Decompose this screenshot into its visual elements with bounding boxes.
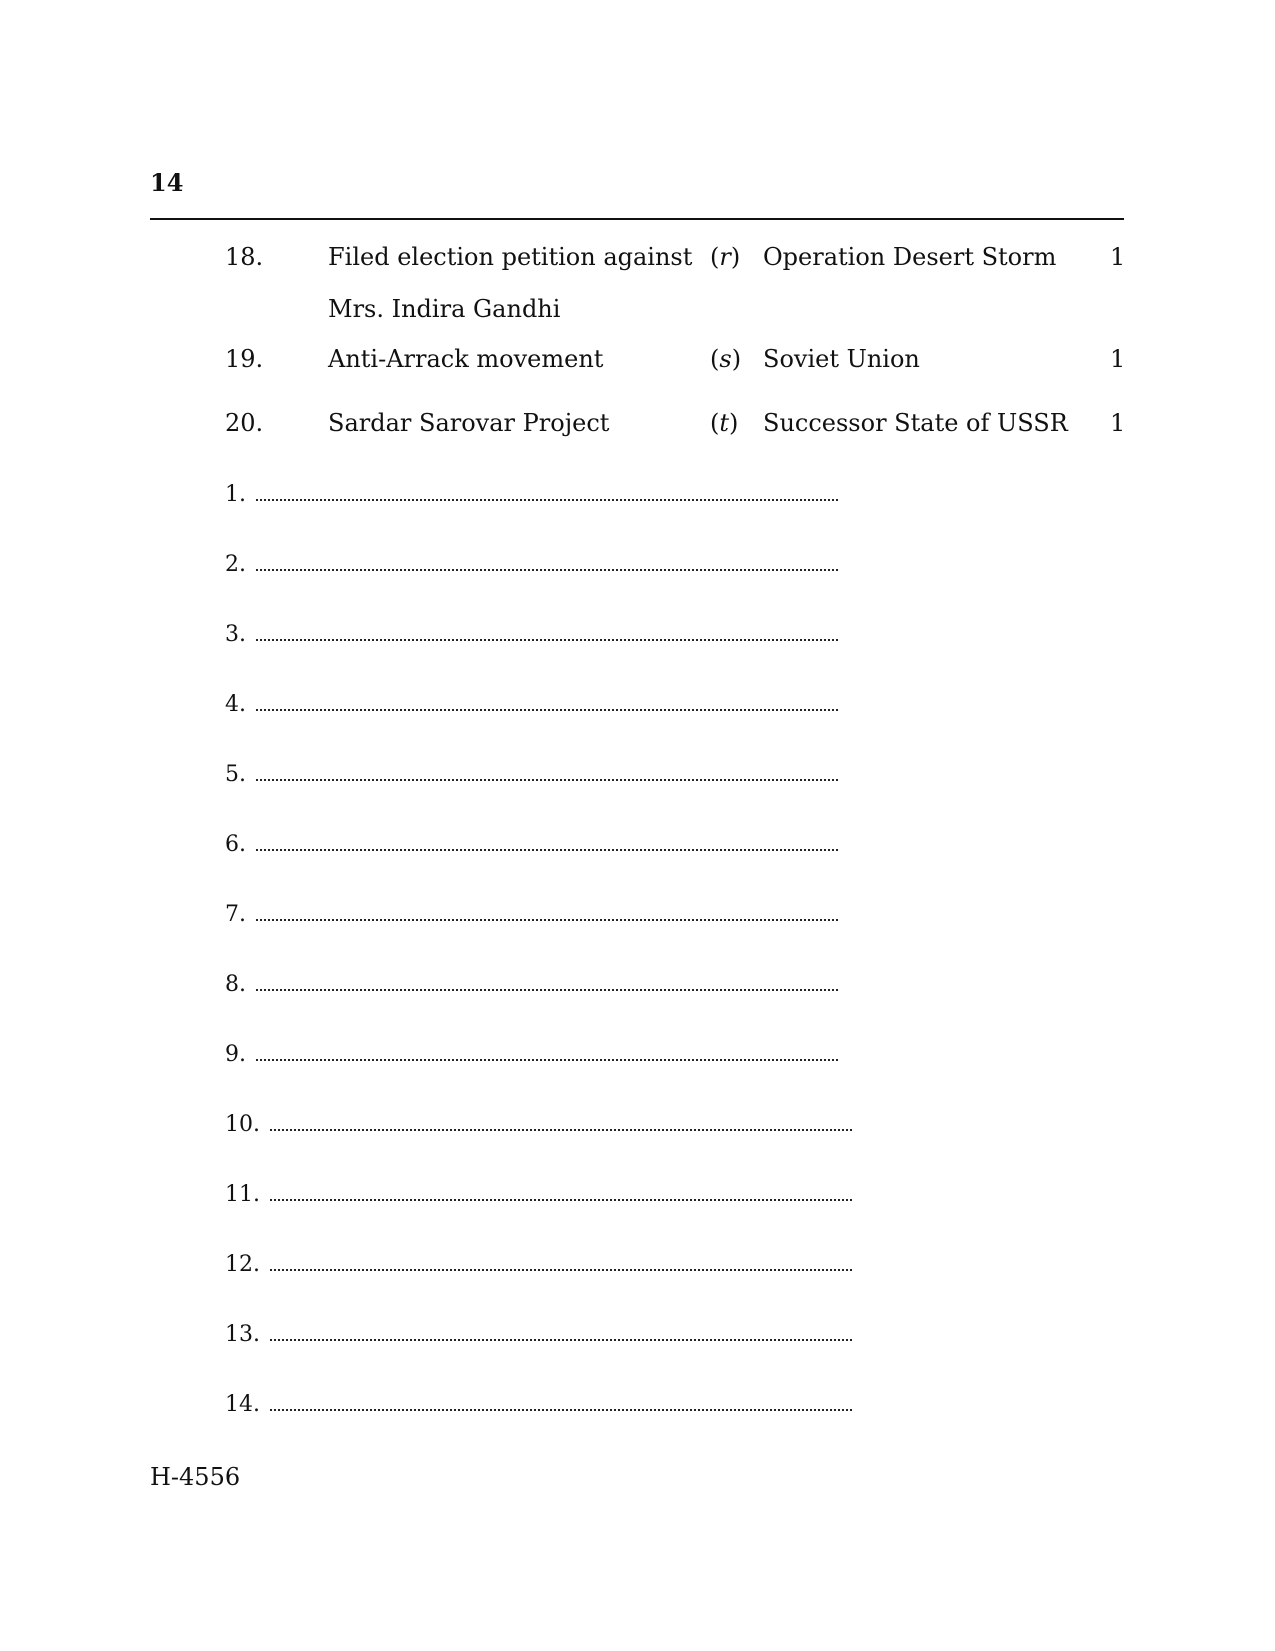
- answer-line[interactable]: [225, 757, 838, 787]
- answer-line[interactable]: [225, 967, 838, 997]
- question-text: Anti-Arrack movement: [328, 345, 604, 373]
- answer-line-number: 7.: [225, 902, 246, 927]
- dotted-line: [270, 1127, 852, 1131]
- dotted-line: [256, 1057, 838, 1061]
- answer-line[interactable]: [225, 827, 838, 857]
- option-letter: (t): [710, 409, 739, 437]
- answer-line-number: 12.: [225, 1252, 260, 1277]
- option-text: Operation Desert Storm: [763, 243, 1057, 271]
- dotted-line: [256, 847, 838, 851]
- header-rule: [150, 218, 1124, 220]
- answer-line[interactable]: [225, 547, 838, 577]
- answer-line[interactable]: [225, 477, 838, 507]
- question-number: 20.: [225, 409, 264, 437]
- page-number: 14: [150, 168, 184, 197]
- answer-line-number: 8.: [225, 972, 246, 997]
- marks: 1: [1110, 243, 1126, 271]
- footer-code: H-4556: [150, 1463, 241, 1491]
- answer-line[interactable]: [225, 1387, 852, 1417]
- marks: 1: [1110, 345, 1126, 373]
- answer-line-number: 6.: [225, 832, 246, 857]
- question-text-continued: Mrs. Indira Gandhi: [328, 295, 561, 323]
- question-number: 18.: [225, 243, 264, 271]
- dotted-line: [256, 707, 838, 711]
- dotted-line: [256, 987, 838, 991]
- dotted-line: [270, 1407, 852, 1411]
- answer-line-number: 2.: [225, 552, 246, 577]
- answer-line-number: 10.: [225, 1112, 260, 1137]
- dotted-line: [270, 1267, 852, 1271]
- answer-line[interactable]: [225, 1317, 852, 1347]
- answer-line[interactable]: [225, 1177, 852, 1207]
- answer-line-number: 3.: [225, 622, 246, 647]
- option-text: Successor State of USSR: [763, 409, 1068, 437]
- dotted-line: [256, 637, 838, 641]
- option-letter: (s): [710, 345, 742, 373]
- question-text: Filed election petition against: [328, 243, 693, 271]
- option-text: Soviet Union: [763, 345, 920, 373]
- dotted-line: [256, 777, 838, 781]
- dotted-line: [270, 1197, 852, 1201]
- answer-line[interactable]: [225, 1247, 852, 1277]
- dotted-line: [256, 497, 838, 501]
- dotted-line: [270, 1337, 852, 1341]
- answer-line[interactable]: [225, 897, 838, 927]
- marks: 1: [1110, 409, 1126, 437]
- answer-line-number: 5.: [225, 762, 246, 787]
- answer-line-number: 11.: [225, 1182, 260, 1207]
- answer-line-number: 4.: [225, 692, 246, 717]
- question-text: Sardar Sarovar Project: [328, 409, 610, 437]
- dotted-line: [256, 917, 838, 921]
- dotted-line: [256, 567, 838, 571]
- answer-line-number: 9.: [225, 1042, 246, 1067]
- answer-line[interactable]: [225, 617, 838, 647]
- question-number: 19.: [225, 345, 264, 373]
- answer-line-number: 14.: [225, 1392, 260, 1417]
- answer-line[interactable]: [225, 1107, 852, 1137]
- option-letter: (r): [710, 243, 741, 271]
- answer-line-number: 1.: [225, 482, 246, 507]
- answer-line-number: 13.: [225, 1322, 260, 1347]
- answer-line[interactable]: [225, 1037, 838, 1067]
- answer-line[interactable]: [225, 687, 838, 717]
